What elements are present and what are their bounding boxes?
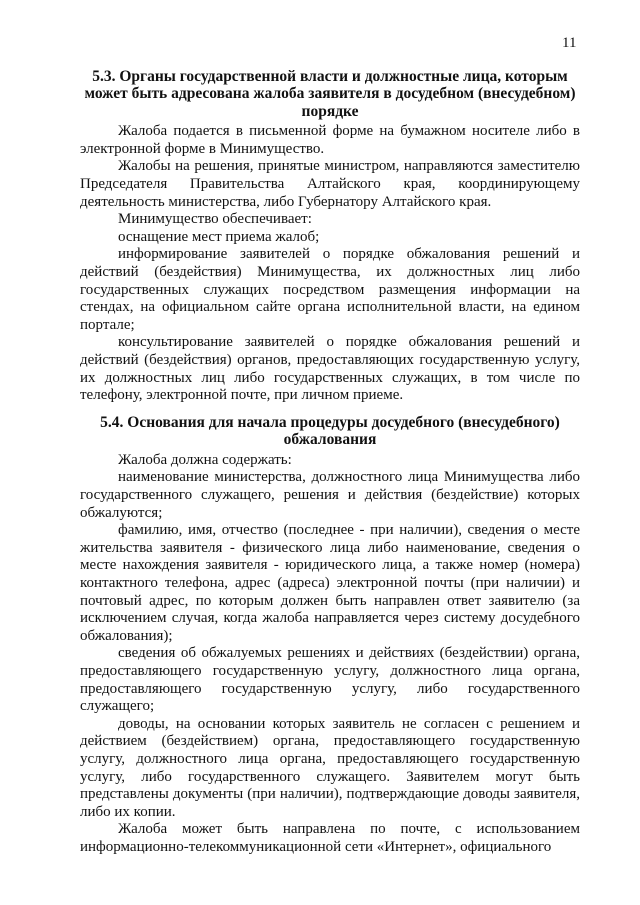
section-5-4 <box>80 414 580 856</box>
paragraph: фамилию, имя, отчество (последнее - при наличии), сведения о месте жительства заявителя - физического лица либо наименование, сведения о месте нахождения заявителя - юридического лица, а также номер (номера) контактного телефона, адрес (адреса) электронной почты (при наличии) и почтовый адрес, по которым должен быть направлен ответ заявителю (за исключением случая, когда жалоба направляется через систему досудебного обжалования); <box>80 522 580 644</box>
paragraph: консультирование заявителей о порядке обжалования решений и действий (бездействия) органов, предоставляющих государственную услугу, их должностных лиц либо государственных служащих, в том числе по телефону, электронной почте, при личном приеме. <box>80 334 580 404</box>
heading-line: 5.3. Органы государственной власти и должностные лица, которым <box>92 68 568 85</box>
section-heading <box>80 414 580 449</box>
heading-line: может быть адресована жалоба заявителя в досудебном (внесудебном) <box>84 85 576 103</box>
paragraph: информирование заявителей о порядке обжалования решений и действий (бездействия) Минимущества, их должностных лиц либо государственных служащих посредством размещения информации на стендах, на официальном сайте органа исполнительной власти, на едином портале; <box>80 246 580 333</box>
paragraph: сведения об обжалуемых решениях и действиях (бездействии) органа, предоставляющего государственную услугу, должностного лица органа, предоставляющего государственную услугу, либо государственного служащего; <box>80 645 580 715</box>
heading-line: обжалования <box>283 431 377 449</box>
heading-line: порядке <box>301 102 359 120</box>
paragraph: Жалоба подается в письменной форме на бумажном носителе либо в электронной форме в Минимущество. <box>80 123 580 157</box>
paragraph: Жалоба может быть направлена по почте, с использованием информационно-телекоммуникационной сети «Интернет», официального <box>80 821 580 855</box>
paragraph: доводы, на основании которых заявитель не согласен с решением и действием (бездействием) органа, предоставляющего государственную услугу, должностного лица органа, предоставляющего государственную услугу, либо государственного служащего. Заявителем могут быть представлены документы (при наличии), подтверждающие доводы заявителя, либо их копии. <box>80 715 580 820</box>
paragraph: оснащение мест приема жалоб; <box>118 228 320 245</box>
paragraph: Жалобы на решения, принятые министром, направляются заместителю Председателя Правительства Алтайского края, координирующему деятельность министерства, либо Губернатору Алтайского края. <box>80 158 580 210</box>
page-number: 11 <box>562 35 577 51</box>
paragraph: наименование министерства, должностного лица Минимущества либо государственного служащего, решения и действия (бездействие) которых обжалуются; <box>80 469 580 521</box>
paragraph: Минимущество обеспечивает: <box>118 211 312 228</box>
section-heading <box>80 68 580 120</box>
paragraph: Жалоба должна содержать: <box>118 451 292 468</box>
section-5-3 <box>80 68 580 405</box>
heading-line: 5.4. Основания для начала процедуры досудебного (внесудебного) <box>100 414 560 431</box>
